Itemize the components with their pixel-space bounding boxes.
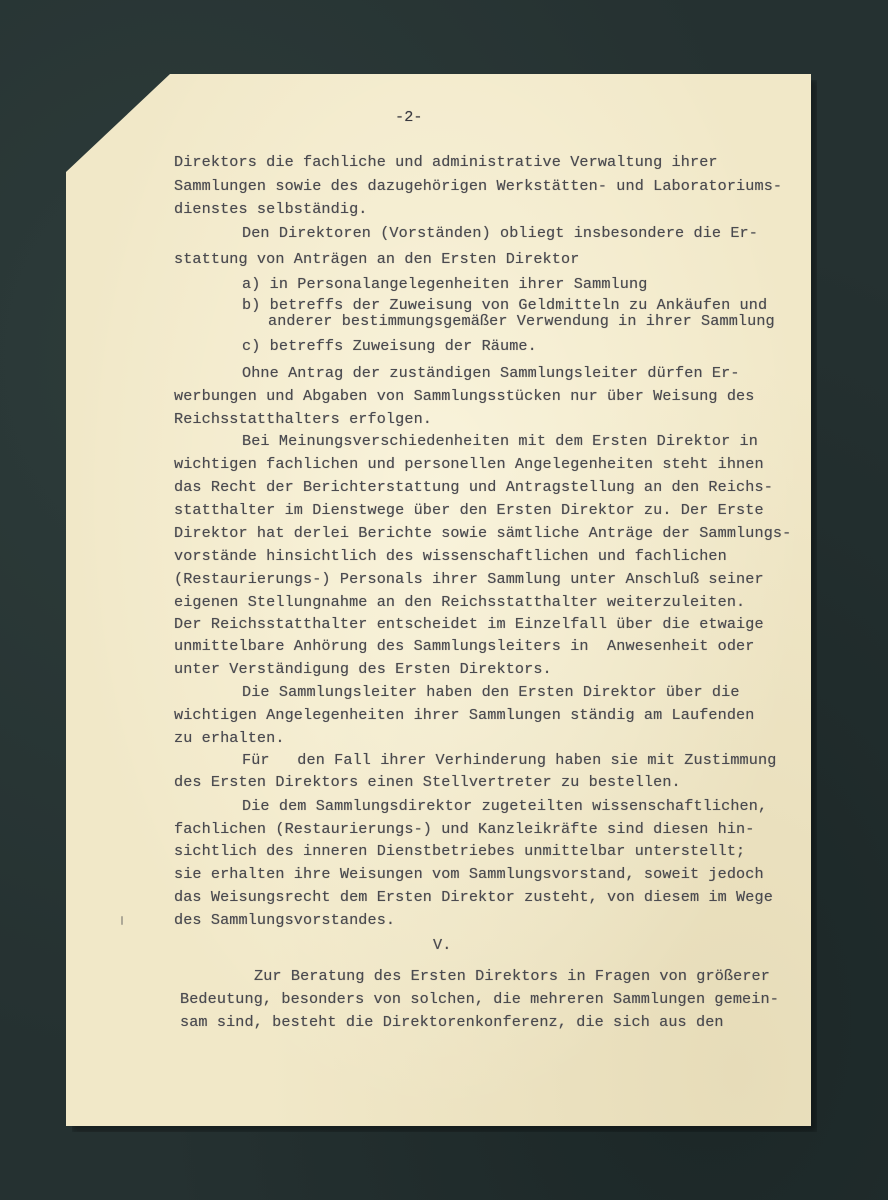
text-line: sichtlich des inneren Dienstbetriebes unmittelbar unterstellt; bbox=[174, 842, 746, 860]
paper-mark bbox=[121, 916, 123, 925]
text-line: Der Reichsstatthalter entscheidet im Einzelfall über die etwaige bbox=[174, 615, 764, 633]
text-line: des Ersten Direktors einen Stellvertreter zu bestellen. bbox=[174, 773, 681, 791]
list-item-a: a) in Personalangelegenheiten ihrer Sammlung bbox=[242, 275, 648, 293]
text-line: sam sind, besteht die Direktorenkonferenz, die sich aus den bbox=[180, 1013, 724, 1031]
text-line: des Sammlungsvorstandes. bbox=[174, 911, 396, 929]
text-line: unmittelbare Anhörung des Sammlungsleiters in Anwesenheit oder bbox=[174, 637, 755, 655]
text-line: unter Verständigung des Ersten Direktors. bbox=[174, 660, 552, 678]
text-line: dienstes selbständig. bbox=[174, 200, 368, 218]
page-number: -2- bbox=[395, 108, 423, 126]
text-line: Sammlungen sowie des dazugehörigen Werkstätten- und Laboratoriums- bbox=[174, 177, 783, 195]
text-line: sie erhalten ihre Weisungen vom Sammlungsvorstand, soweit jedoch bbox=[174, 865, 764, 883]
text-line: wichtigen Angelegenheiten ihrer Sammlungen ständig am Laufenden bbox=[174, 706, 755, 724]
text-line: Direktors die fachliche und administrative Verwaltung ihrer bbox=[174, 153, 718, 171]
section-heading: V. bbox=[433, 936, 452, 954]
text-line: statthalter im Dienstwege über den Ersten Direktor zu. Der Erste bbox=[174, 501, 764, 519]
text-line: fachlichen (Restaurierungs-) und Kanzleikräfte sind diesen hin- bbox=[174, 820, 755, 838]
text-line: wichtigen fachlichen und personellen Angelegenheiten steht ihnen bbox=[174, 455, 764, 473]
text-line: das Recht der Berichterstattung und Antragstellung an den Reichs- bbox=[174, 478, 773, 496]
text-line: Bei Meinungsverschiedenheiten mit dem Ersten Direktor in bbox=[242, 432, 758, 450]
list-item-c: c) betreffs Zuweisung der Räume. bbox=[242, 337, 537, 355]
list-item-b: b) betreffs der Zuweisung von Geldmitteln zu Ankäufen und bbox=[242, 296, 768, 314]
text-line: werbungen und Abgaben von Sammlungsstücken nur über Weisung des bbox=[174, 387, 755, 405]
list-item-b-continued: anderer bestimmungsgemäßer Verwendung in ihrer Sammlung bbox=[268, 312, 775, 330]
text-line: Die Sammlungsleiter haben den Ersten Direktor über die bbox=[242, 683, 740, 701]
text-line: zu erhalten. bbox=[174, 729, 285, 747]
text-line: Zur Beratung des Ersten Direktors in Fragen von größerer bbox=[254, 967, 770, 985]
text-line: (Restaurierungs-) Personals ihrer Sammlung unter Anschluß seiner bbox=[174, 570, 764, 588]
text-line: Die dem Sammlungsdirektor zugeteilten wissenschaftlichen, bbox=[242, 797, 768, 815]
text-line: Bedeutung, besonders von solchen, die mehreren Sammlungen gemein- bbox=[180, 990, 779, 1008]
text-line: Für den Fall ihrer Verhinderung haben sie mit Zustimmung bbox=[242, 751, 777, 769]
text-line: Reichsstatthalters erfolgen. bbox=[174, 410, 432, 428]
text-line: Den Direktoren (Vorständen) obliegt insbesondere die Er- bbox=[242, 224, 758, 242]
text-line: Ohne Antrag der zuständigen Sammlungsleiter dürfen Er- bbox=[242, 364, 740, 382]
text-line: das Weisungsrecht dem Ersten Direktor zusteht, von diesem im Wege bbox=[174, 888, 773, 906]
text-line: stattung von Anträgen an den Ersten Direktor bbox=[174, 250, 580, 268]
text-line: eigenen Stellungnahme an den Reichsstatthalter weiterzuleiten. bbox=[174, 593, 746, 611]
text-line: vorstände hinsichtlich des wissenschaftlichen und fachlichen bbox=[174, 547, 727, 565]
text-line: Direktor hat derlei Berichte sowie sämtliche Anträge der Sammlungs- bbox=[174, 524, 792, 542]
